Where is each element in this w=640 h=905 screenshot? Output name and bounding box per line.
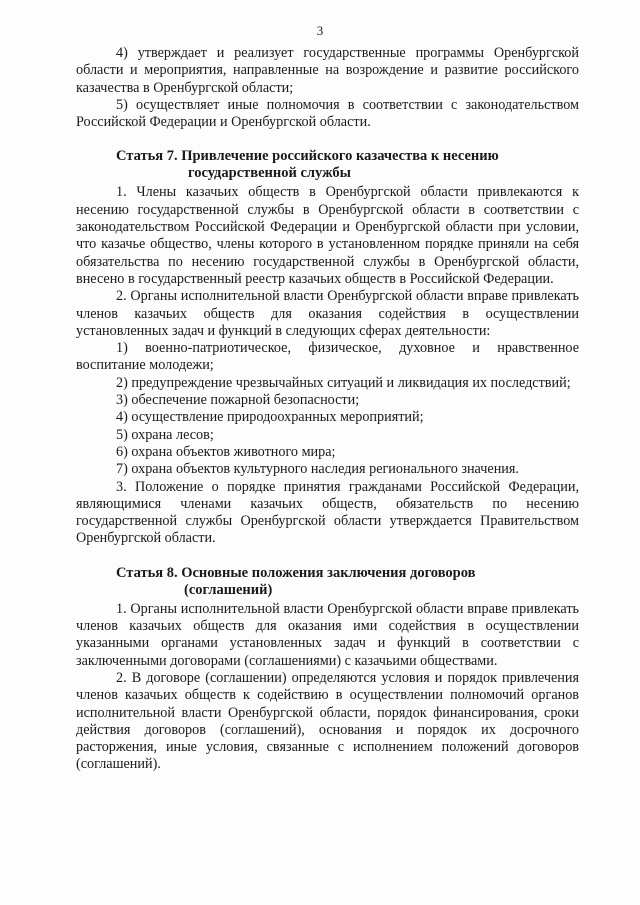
article-8-title-line2: (соглашений) [184,581,273,598]
page-content [76,45,579,774]
list-item: 5) охрана лесов; [116,426,214,443]
list-item: 3) обеспечение пожарной безопасности; [116,392,360,409]
paragraph: 3. Положение о порядке принятия гражданами Российской Федерации, являющимися членами казачьих обществ, обязательств по несению государственной службы Оренбургской области утверждается Правительством Оренбургской области. [76,478,579,547]
article-7-title [76,148,579,182]
list-item: 6) охрана объектов животного мира; [116,443,336,460]
article-8-title-line1: Статья 8. Основные положения заключения договоров [116,564,476,581]
list-item: 4) осуществление природоохранных мероприятий; [116,409,424,426]
article-8-title [76,565,579,599]
list-item: 1) военно-патриотическое, физическое, духовное и нравственное воспитание молодежи; [76,340,579,374]
article-7-title-line2: государственной службы [188,165,351,182]
paragraph: 2. В договоре (соглашении) определяются условия и порядок привлечения членов казачьих обществ к содействию в осуществлении полномочий органов исполнительной власти Оренбургской области, порядок финансирования, сроки действия договоров (соглашений), основания и порядок их досрочного расторжения, иные условия, связанные с исполнением положений договоров (соглашений). [76,669,579,773]
paragraph: 2. Органы исполнительной власти Оренбургской области вправе привлекать членов казачьих обществ для оказания содействия в осуществлении установленных задач и функций в следующих сферах деятельности: [76,288,579,339]
list-item: 7) охрана объектов культурного наследия регионального значения. [116,461,519,478]
page-number: 3 [316,23,324,38]
paragraph: 4) утверждает и реализует государственные программы Оренбургской области и мероприятия, направленные на возрождение и развитие российского казачества в Оренбургской области; [76,45,579,96]
list-item: 2) предупреждение чрезвычайных ситуаций и ликвидация их последствий; [116,374,571,391]
paragraph: 1. Органы исполнительной власти Оренбургской области вправе привлекать членов казачьих обществ для оказания ими содействия в осуществлении указанными органами установленных задач и функций в соответствии с заключенными договорами (соглашениями) с казачьими обществами. [76,600,579,669]
paragraph: 5) осуществляет иные полномочия в соответствии с законодательством Российской Федерации и Оренбургской области. [76,96,579,131]
paragraph: 1. Члены казачьих обществ в Оренбургской области привлекаются к несению государственной службы в Оренбургской области в соответствии с законодательством Российской Федерации и Оренбургской области при условии, что казачье общество, члены которого в установленном порядке приняли на себя обязательства по несению государственной службы в Оренбургской области, внесено в государственный реестр казачьих обществ в Российской Федерации. [76,184,579,287]
article-7-title-line1: Статья 7. Привлечение российского казачества к несению [116,148,499,165]
